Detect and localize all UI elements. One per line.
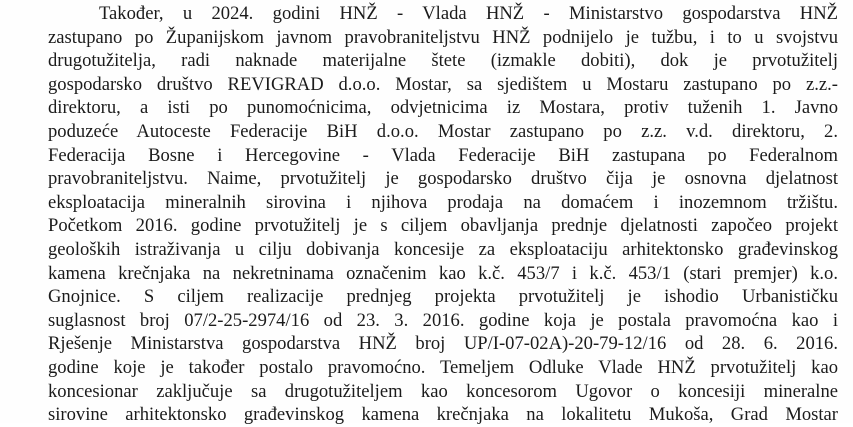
- paragraph-line: eksploatacija mineralnih sirovina i njihova prodaja na domaćem i inozemnom tržištu.: [48, 191, 838, 213]
- paragraph-line: godine koje je također postalo pravomoćno. Temeljem Odluke Vlade HNŽ prvotužitelj kao: [48, 356, 838, 378]
- paragraph-line: poduzeće Autoceste Federacije BiH d.o.o. Mostar zastupano po z.z. v.d. direktoru, 2.: [48, 120, 838, 142]
- paragraph-line: direktoru, a isti po punomoćnicima, odvjetnicima iz Mostara, protiv tuženih 1. Javno: [48, 97, 838, 119]
- paragraph-line: pravobraniteljstvu. Naime, prvotužitelj je gospodarsko društvo čija je osnovna djelatnost: [48, 168, 838, 190]
- paragraph-line: drugotužitelja, radi naknade materijalne štete (izmakle dobiti), dok je prvotužitelj: [48, 50, 838, 72]
- paragraph-line: gospodarsko društvo REVIGRAD d.o.o. Mostar, sa sjedištem u Mostaru zastupano po z.z.-: [48, 73, 838, 95]
- paragraph-line: koncesionar zaključuje sa drugotužiteljem kao koncesorom Ugovor o koncesiji mineralne: [48, 380, 838, 402]
- paragraph-line: Također, u 2024. godini HNŽ - Vlada HNŽ - Ministarstvo gospodarstva HNŽ: [99, 3, 838, 24]
- paragraph-line: suglasnost broj 07/2-25-2974/16 od 23. 3. 2016. godine koja je postala pravomoćna kao i: [48, 309, 838, 331]
- paragraph-line: Federacija Bosne i Hercegovine - Vlada Federacije BiH zastupana po Federalnom: [48, 144, 838, 166]
- document-paragraph: [48, 2, 838, 427]
- paragraph-line: Rješenje Ministarstva gospodarstva HNŽ broj UP/I-07-02A)-20-79-12/16 od 28. 6. 2016.: [48, 333, 838, 355]
- paragraph-line: sirovine arhitektonsko građevinskog kamena krečnjaka na lokalitetu Mukoša, Grad Mostar: [48, 404, 838, 426]
- paragraph-line: Gnojnice. S ciljem realizacije prednjeg projekta prvotužitelj je ishodio Urbanističku: [48, 286, 838, 308]
- paragraph-line: zastupano po Županijskom javnom pravobraniteljstvu HNŽ podnijelo je tužbu, i to u svojstvu: [48, 26, 838, 48]
- paragraph-line: kamena krečnjaka na nekretninama označenim kao k.č. 453/7 i k.č. 453/1 (stari premjer) k.o.: [48, 262, 838, 284]
- paragraph-line: geoloških istraživanja u cilju dobivanja koncesije za eksploataciju arhitektonsko građevinskog: [48, 238, 838, 260]
- paragraph-line: Početkom 2016. godine prvotužitelj je s ciljem obavljanja prednje djelatnosti započeo projekt: [48, 215, 838, 237]
